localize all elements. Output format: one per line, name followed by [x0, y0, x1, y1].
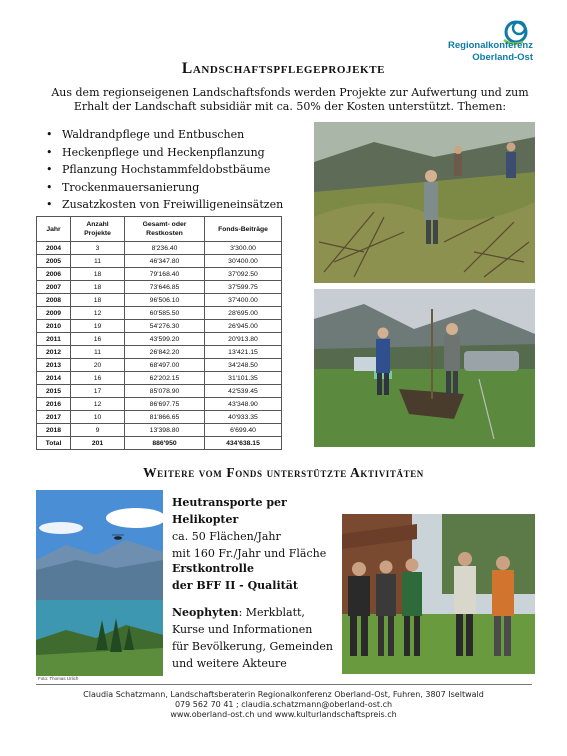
table-cell: 2005	[37, 255, 71, 268]
table-cell: 96'506.10	[125, 294, 205, 307]
table-cell: 68'497.00	[125, 359, 205, 372]
table-row	[37, 255, 282, 268]
table-cell: 42'539.45	[205, 385, 282, 398]
table-row	[37, 424, 282, 437]
table-cell: 2004	[37, 242, 71, 255]
table-row	[37, 411, 282, 424]
table-cell: 79'168.40	[125, 268, 205, 281]
table-row	[37, 307, 282, 320]
table-cell: 43'348.90	[205, 398, 282, 411]
table-cell: 9	[71, 424, 125, 437]
table-cell: 18	[71, 281, 125, 294]
table-cell: 2009	[37, 307, 71, 320]
neo-line2: Kurse und Informationen	[172, 623, 313, 636]
photo-tree-planting	[314, 289, 535, 447]
footer	[0, 690, 567, 720]
heli-line1: ca. 50 Flächen/Jahr	[172, 530, 281, 543]
table-cell: 11	[71, 255, 125, 268]
header-year: Jahr	[37, 217, 71, 242]
activity-bff	[172, 560, 347, 594]
bff-title1: Erstkontrolle	[172, 562, 254, 575]
bff-title2: der BFF II - Qualität	[172, 579, 298, 592]
table-row	[37, 372, 282, 385]
table-cell: 8'236.40	[125, 242, 205, 255]
header-count: Anzahl Projekte	[71, 217, 125, 242]
theme-item: • Waldrandpflege und Entbuschen	[46, 126, 306, 144]
table-total-row	[37, 437, 282, 450]
table-cell: 28'695.00	[205, 307, 282, 320]
section-title: Weitere vom Fonds unterstützte Aktivitäten	[143, 465, 424, 480]
table-row	[37, 359, 282, 372]
table-cell: 2008	[37, 294, 71, 307]
photo-credit: Foto: Thomas Urlich	[38, 676, 79, 681]
table-row	[37, 320, 282, 333]
table-cell: 16	[71, 333, 125, 346]
table-cell: 20	[71, 359, 125, 372]
header-contributions: Fonds-Beiträge	[205, 217, 282, 242]
table-cell: Total	[37, 437, 71, 450]
table-cell: 73'646.85	[125, 281, 205, 294]
table-cell: 11	[71, 346, 125, 359]
table-row	[37, 385, 282, 398]
table-row	[37, 398, 282, 411]
theme-item: • Trockenmauersanierung	[46, 179, 306, 197]
intro-text: Aus dem regionseigenen Landschaftsfonds werden Projekte zur Aufwertung und zum Erhalt der Landschaft subsidiär mit ca. 50% der Kosten unterstützt. Themen:	[51, 86, 529, 113]
page-title: Landschaftspflegeprojekte	[181, 60, 386, 77]
photo-brush-clearing	[314, 122, 535, 283]
table-cell: 43'599.20	[125, 333, 205, 346]
themes-list	[46, 126, 306, 214]
table-cell: 2012	[37, 346, 71, 359]
table-cell: 37'599.75	[205, 281, 282, 294]
table-cell: 20'913.80	[205, 333, 282, 346]
table-cell: 13'421.15	[205, 346, 282, 359]
neo-line4: und weitere Akteure	[172, 657, 287, 670]
theme-item: • Heckenpflege und Heckenpflanzung	[46, 144, 306, 162]
table-cell: 18	[71, 268, 125, 281]
table-cell: 16	[71, 372, 125, 385]
activity-neophyten	[172, 604, 347, 672]
table-cell: 2018	[37, 424, 71, 437]
table-row	[37, 268, 282, 281]
table-cell: 37'092.50	[205, 268, 282, 281]
table-cell: 2013	[37, 359, 71, 372]
table-cell: 2015	[37, 385, 71, 398]
table-cell: 886'950	[125, 437, 205, 450]
table-cell: 2016	[37, 398, 71, 411]
table-cell: 2007	[37, 281, 71, 294]
table-row	[37, 333, 282, 346]
photo-group	[342, 514, 535, 674]
table-row	[37, 346, 282, 359]
table-cell: 13'398.80	[125, 424, 205, 437]
footer-contact: 079 562 70 41 ; claudia.schatzmann@oberland-ost.ch	[174, 700, 393, 709]
table-cell: 3	[71, 242, 125, 255]
table-cell: 30'400.00	[205, 255, 282, 268]
table-cell: 2017	[37, 411, 71, 424]
activity-heli	[172, 494, 347, 562]
table-cell: 26'945.00	[205, 320, 282, 333]
theme-item: • Pflanzung Hochstammfeldobstbäume	[46, 161, 306, 179]
table-cell: 434'638.15	[205, 437, 282, 450]
table-header-row	[37, 217, 282, 242]
table-cell: 2010	[37, 320, 71, 333]
table-cell: 12	[71, 307, 125, 320]
table-row	[37, 281, 282, 294]
table-cell: 17	[71, 385, 125, 398]
footer-links: www.oberland-ost.ch und www.kulturlandschaftspreis.ch	[170, 710, 397, 719]
table-cell: 2014	[37, 372, 71, 385]
heli-line2: mit 160 Fr./Jahr und Fläche	[172, 547, 327, 560]
table-cell: 3'300.00	[205, 242, 282, 255]
table-cell: 81'866.65	[125, 411, 205, 424]
theme-item: • Zusatzkosten von Freiwilligeneinsätzen	[46, 196, 306, 214]
table-cell: 60'585.50	[125, 307, 205, 320]
table-cell: 2006	[37, 268, 71, 281]
table-body	[37, 242, 282, 450]
table-cell: 62'202.15	[125, 372, 205, 385]
footer-divider	[36, 684, 532, 685]
neo-line1: : Merkblatt,	[238, 606, 305, 619]
table-cell: 85'078.90	[125, 385, 205, 398]
logo-line2: Oberland-Ost	[472, 52, 533, 63]
table-cell: 12	[71, 398, 125, 411]
photo-lake-helicopter	[36, 490, 163, 676]
table-cell: 10	[71, 411, 125, 424]
table-cell: 2011	[37, 333, 71, 346]
neo-line3: für Bevölkerung, Gemeinden	[172, 640, 333, 653]
table-cell: 34'248.50	[205, 359, 282, 372]
table-cell: 6'699.40	[205, 424, 282, 437]
table-cell: 19	[71, 320, 125, 333]
table-cell: 86'697.75	[125, 398, 205, 411]
footer-address: Claudia Schatzmann, Landschaftsberaterin Regionalkonferenz Oberland-Ost, Fuhren, 3807 Iseltwald	[83, 690, 484, 699]
table-cell: 18	[71, 294, 125, 307]
table-cell: 31'101.35	[205, 372, 282, 385]
logo-line1: Regionalkonferenz	[448, 40, 533, 51]
table-row	[37, 294, 282, 307]
table-cell: 26'842.20	[125, 346, 205, 359]
projects-table	[36, 216, 282, 450]
table-cell: 54'276.30	[125, 320, 205, 333]
heli-title: Heutransporte per Helikopter	[172, 496, 287, 526]
table-cell: 37'400.00	[205, 294, 282, 307]
table-cell: 201	[71, 437, 125, 450]
table-cell: 40'933.35	[205, 411, 282, 424]
table-row	[37, 242, 282, 255]
neo-title: Neophyten	[172, 606, 239, 619]
header-costs: Gesamt- oder Restkosten	[125, 217, 205, 242]
table-cell: 46'347.80	[125, 255, 205, 268]
